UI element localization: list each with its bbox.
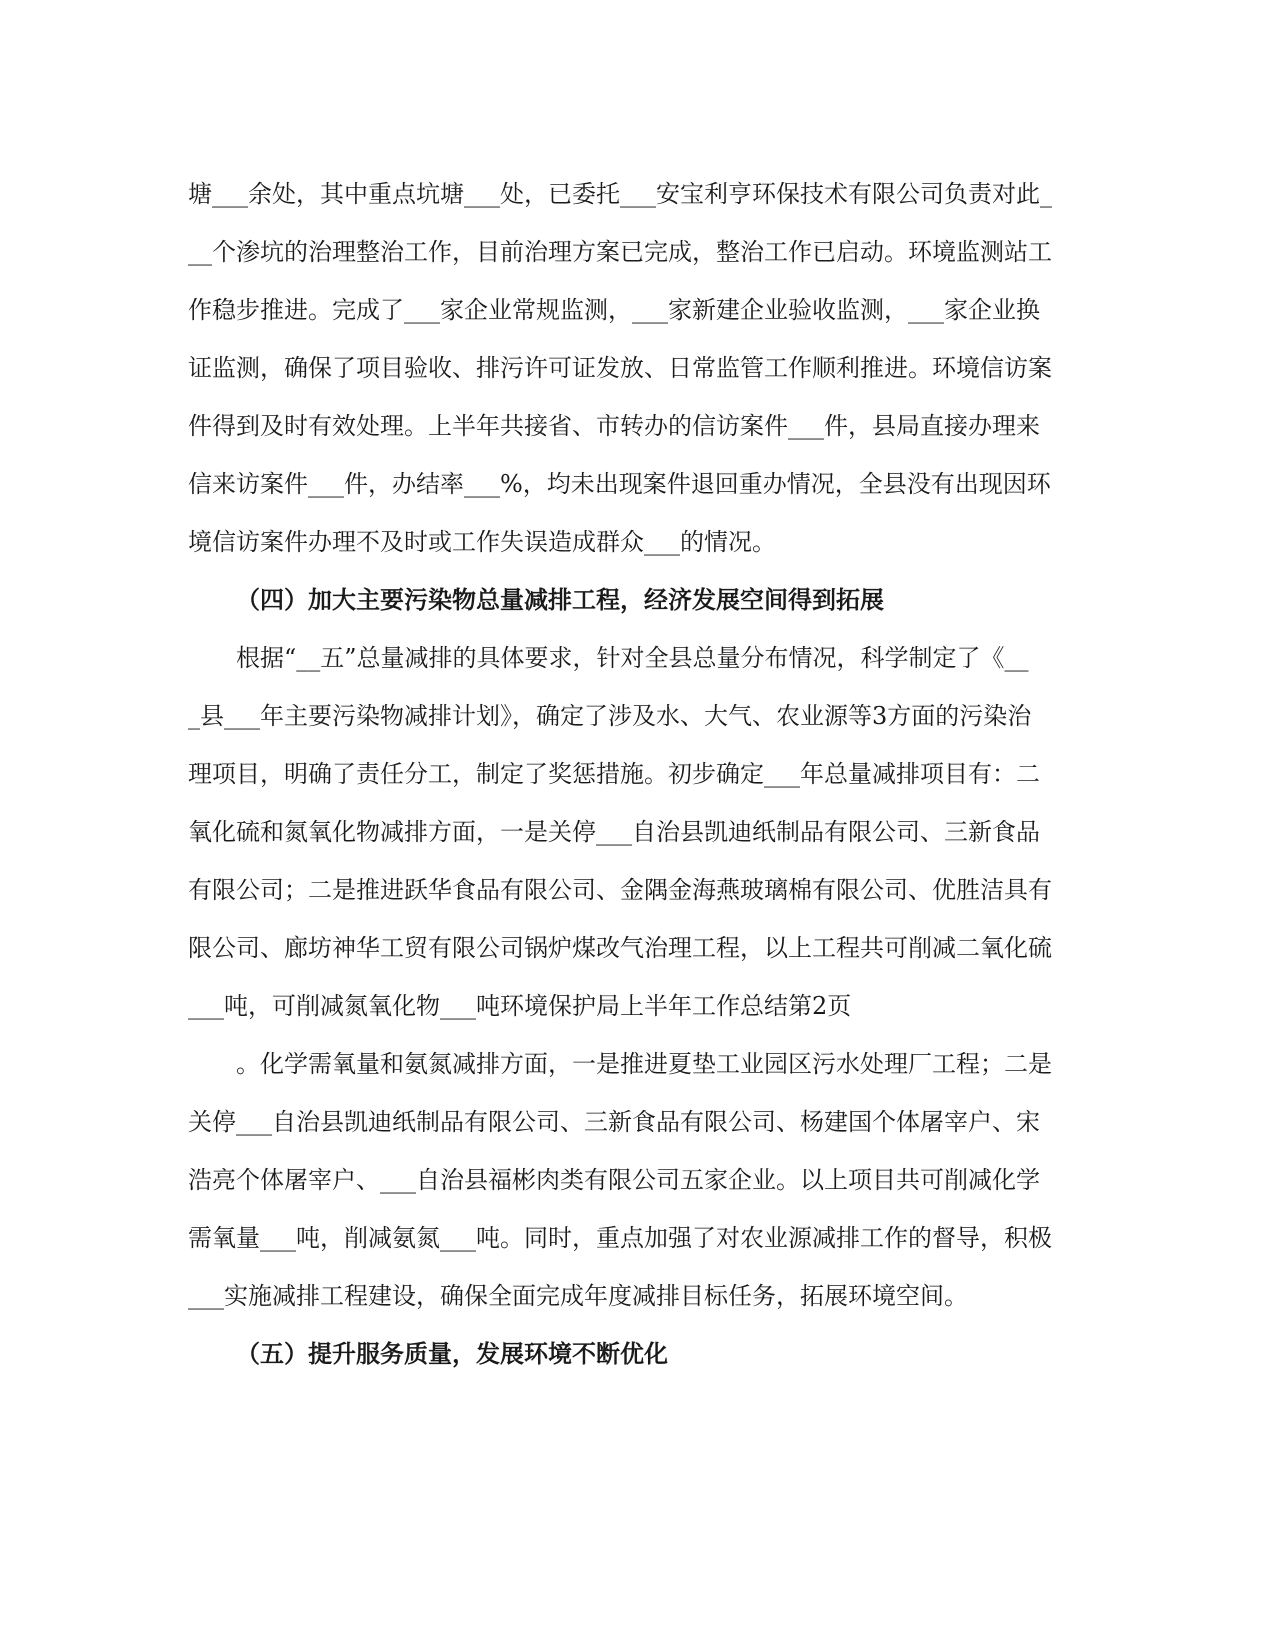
paragraph-1-line-6: 信来访案件___件，办结率___%，均未出现案件退回重办情况，全县没有出现因环: [188, 470, 1051, 498]
paragraph-1-line-4: 证监测，确保了项目验收、排污许可证发放、日常监管工作顺利推进。环境信访案: [188, 354, 1052, 382]
paragraph-3-line-4: 需氧量___吨，削减氨氮___吨。同时，重点加强了对农业源减排工作的督导，积极: [188, 1224, 1052, 1252]
paragraph-3-line-5: ___实施减排工程建设，确保全面完成年度减排目标任务，拓展环境空间。: [188, 1282, 968, 1310]
paragraph-2-line-1: 根据“__五”总量减排的具体要求，针对全县总量分布情况，科学制定了《__: [236, 644, 1029, 672]
paragraph-2-line-3: 理项目，明确了责任分工，制定了奖惩措施。初步确定___年总量减排项目有：二: [188, 760, 1040, 788]
paragraph-2-line-6: 限公司、廊坊神华工贸有限公司锅炉煤改气治理工程，以上工程共可削减二氧化硫: [188, 934, 1052, 962]
paragraph-1-line-1: 塘___余处，其中重点坑塘___处，已委托___安宝利亨环保技术有限公司负责对此_: [188, 180, 1052, 208]
paragraph-2-line-5: 有限公司；二是推进跃华食品有限公司、金隅金海燕玻璃棉有限公司、优胜洁具有: [188, 876, 1052, 904]
paragraph-1-line-3: 作稳步推进。完成了___家企业常规监测，___家新建企业验收监测，___家企业换: [188, 296, 1040, 324]
paragraph-1-line-2: __个渗坑的治理整治工作，目前治理方案已完成，整治工作已启动。环境监测站工: [188, 238, 1052, 266]
paragraph-1-line-5: 件得到及时有效处理。上半年共接省、市转办的信访案件___件，县局直接办理来: [188, 412, 1040, 440]
paragraph-2-line-2: _县___年主要污染物减排计划》，确定了涉及水、大气、农业源等3方面的污染治: [188, 702, 1032, 730]
paragraph-3-line-3: 浩亮个体屠宰户、___自治县福彬肉类有限公司五家企业。以上项目共可削减化学: [188, 1166, 1040, 1194]
paragraph-2-line-7: ___吨，可削减氮氧化物___吨环境保护局上半年工作总结第2页: [188, 992, 852, 1020]
section-heading-5: （五）提升服务质量，发展环境不断优化: [236, 1339, 668, 1368]
paragraph-3-line-1: 。化学需氧量和氨氮减排方面，一是推进夏垫工业园区污水处理厂工程；二是: [236, 1050, 1052, 1078]
paragraph-2-line-4: 氧化硫和氮氧化物减排方面，一是关停___自治县凯迪纸制品有限公司、三新食品: [188, 818, 1040, 846]
paragraph-1-line-7: 境信访案件办理不及时或工作失误造成群众___的情况。: [188, 528, 776, 556]
paragraph-3-line-2: 关停___自治县凯迪纸制品有限公司、三新食品有限公司、杨建国个体屠宰户、宋: [188, 1108, 1040, 1136]
section-heading-4: （四）加大主要污染物总量减排工程，经济发展空间得到拓展: [236, 585, 884, 614]
